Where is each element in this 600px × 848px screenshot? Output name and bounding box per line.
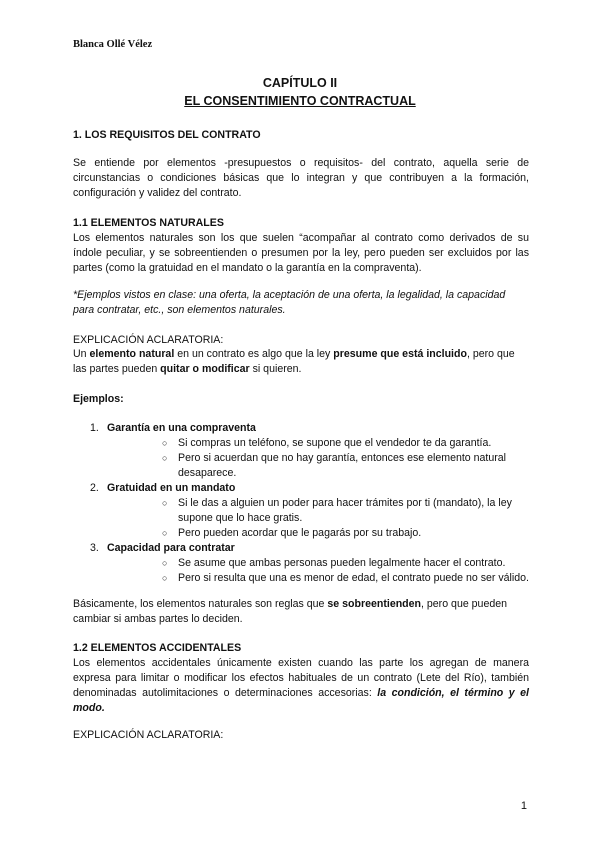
example-title: Gratuidad en un mandato <box>107 482 236 494</box>
bullet-icon: ○ <box>162 498 168 508</box>
section-1-paragraph: Se entiende por elementos -presupuestos o requisitos- del contrato, aquella serie de circunstancias o condiciones básicas que lo integran y que contribuyen a la formación, configuración y validez del contrato. <box>73 157 529 199</box>
bullet-icon: ○ <box>162 438 168 448</box>
section-1-1-paragraph: Los elementos naturales son los que suelen “acompañar al contrato como derivados de su índole peculiar, y se sobreentienden o presumen por la ley, pero pueden ser excluidos por las partes (como la gratuidad en el mandato o la garantía en la compraventa). <box>73 232 529 274</box>
example-title: Garantía en una compraventa <box>107 422 256 434</box>
explanation-paragraph: Un elemento natural en un contrato es algo que la ley presume que está incluido, pero que las partes pueden quitar o modificar si quieren. <box>73 348 515 375</box>
bullet-icon: ○ <box>162 573 168 583</box>
bold-italic-terms: la condición, el término y el modo. <box>73 687 529 714</box>
section-1-2-paragraph: Los elementos accidentales únicamente existen cuando las parte los agregan de manera expresa para limitar o modificar los efectos habituales de un contrato (Lete del Río), también denominadas autolimitaciones o determinaciones accesorias: la condición, el término y el modo. <box>73 657 529 714</box>
list-item: ○ Pero pueden acordar que le pagarás por su trabajo. <box>162 527 422 539</box>
class-examples-note: *Ejemplos vistos en clase: una oferta, la aceptación de una oferta, la legalidad, la capacidad para contratar, etc., son elementos naturales. <box>73 289 506 316</box>
summary-paragraph: Básicamente, los elementos naturales son reglas que se sobreentienden, pero que pueden cambiar si ambas partes lo deciden. <box>73 598 508 625</box>
section-1-1-heading: 1.1 ELEMENTOS NATURALES <box>73 217 224 229</box>
examples-label: Ejemplos: <box>73 393 124 405</box>
bold-term: elemento natural <box>89 348 175 360</box>
page-number: 1 <box>520 800 527 812</box>
list-item: ○ Si le das a alguien un poder para hacer trámites por ti (mandato), la ley supone que lo hace gratis. <box>162 497 512 524</box>
bold-term: quitar o modificar <box>160 363 250 375</box>
bullet-icon: ○ <box>162 558 168 568</box>
explanation-label-2: EXPLICACIÓN ACLARATORIA: <box>73 729 224 741</box>
list-item: ○ Pero si acuerdan que no hay garantía, entonces ese elemento natural desaparece. <box>162 452 507 479</box>
list-item: ○ Se asume que ambas personas pueden legalmente hacer el contrato. <box>162 557 506 569</box>
explanation-label: EXPLICACIÓN ACLARATORIA: <box>73 334 224 346</box>
bold-term: presume que está incluido <box>333 348 467 360</box>
list-item: 1. Garantía en una compraventa ○ Si compras un teléfono, se supone que el vendedor te da garantía. ○ Pero si acuerdan que no hay garantía, entonces ese elemento natural desaparece. <box>73 421 529 481</box>
examples-list <box>73 421 529 586</box>
list-item: 3. Capacidad para contratar ○ Se asume que ambas personas pueden legalmente hacer el contrato. ○ Pero si resulta que una es menor de edad, el contrato puede no ser válido. <box>90 542 529 584</box>
bullet-icon: ○ <box>162 528 168 538</box>
chapter-title: EL CONSENTIMIENTO CONTRACTUAL <box>184 94 416 108</box>
chapter-number: CAPÍTULO II <box>262 76 338 90</box>
bullet-icon: ○ <box>162 453 168 463</box>
section-1-heading: 1. LOS REQUISITOS DEL CONTRATO <box>73 129 261 141</box>
list-item: ○ Pero si resulta que una es menor de edad, el contrato puede no ser válido. <box>162 572 529 584</box>
section-1-2-heading: 1.2 ELEMENTOS ACCIDENTALES <box>73 642 242 654</box>
list-item: 2. Gratuidad en un mandato ○ Si le das a alguien un poder para hacer trámites por ti (mandato), la ley supone que lo hace gratis. ○ Pero pueden acordar que le pagarás por su trabajo. <box>73 481 529 541</box>
author-header: Blanca Ollé Vélez <box>73 39 153 50</box>
list-item: ○ Si compras un teléfono, se supone que el vendedor te da garantía. <box>162 437 492 449</box>
bold-term: se sobreentienden <box>327 598 422 610</box>
example-title: Capacidad para contratar <box>107 542 235 554</box>
